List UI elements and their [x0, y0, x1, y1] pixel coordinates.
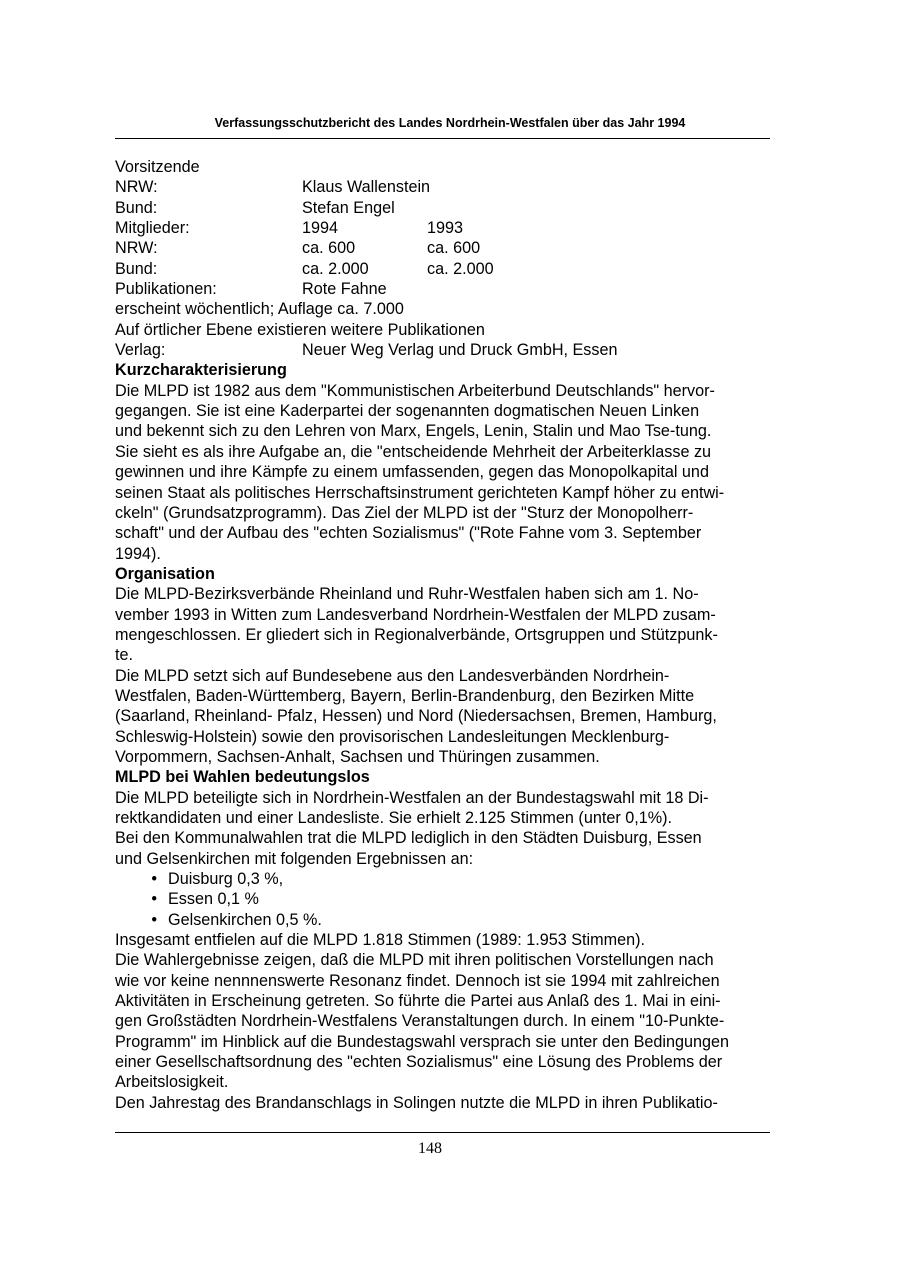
page-body — [115, 157, 785, 1113]
list-item-essen — [115, 889, 785, 909]
fact-value: Stefan Engel — [302, 198, 395, 217]
bullet-icon: • — [151, 890, 157, 909]
paragraph-organisation — [115, 584, 785, 767]
text-line: Die Wahlergebnisse zeigen, daß die MLPD mit ihren politischen Vorstellungen nach — [115, 951, 714, 970]
fact-label: Verlag: — [115, 341, 166, 360]
text-line: und bekennt sich zu den Lehren von Marx, Engels, Lenin, Stalin und Mao Tse-tung. — [115, 422, 712, 441]
list-item-text: Gelsenkirchen 0,5 %. — [168, 910, 322, 929]
fact-row-chair-bund — [115, 198, 785, 218]
paragraph-wahlen — [115, 788, 785, 1114]
text-line: Arbeitslosigkeit. — [115, 1073, 229, 1092]
text-line: gewinnen und ihre Kämpfe zu einem umfassenden, gegen das Monopolkapital und — [115, 463, 709, 482]
page-number: 148 — [418, 1140, 442, 1157]
text-line: seinen Staat als politisches Herrschaftsinstrument gerichteten Kampf höher zu entwi- — [115, 483, 725, 502]
fact-label: Mitglieder: — [115, 219, 190, 238]
text-line: gen Großstädten Nordrhein-Westfalens Veranstaltungen durch. In einem "10-Punkte- — [115, 1012, 725, 1031]
text-line: einer Gesellschaftsordnung des "echten Sozialismus" eine Lösung des Problems der — [115, 1053, 723, 1072]
text-line: vember 1993 in Witten zum Landesverband Nordrhein-Westfalen der MLPD zusam- — [115, 605, 716, 624]
text-line: Aktivitäten in Erscheinung getreten. So führte die Partei aus Anlaß des 1. Mai in eini- — [115, 992, 721, 1011]
fact-label: Publikationen: — [115, 280, 217, 299]
fact-label: Bund: — [115, 198, 158, 217]
list-item-gelsenkirchen — [115, 910, 785, 930]
fact-label: NRW: — [115, 178, 158, 197]
publication-frequency: erscheint wöchentlich; Auflage ca. 7.000 — [115, 300, 404, 319]
fact-value-year-2: ca. 600 — [427, 239, 481, 258]
fact-value: Neuer Weg Verlag und Druck GmbH, Essen — [302, 341, 618, 360]
list-item-text: Essen 0,1 % — [168, 890, 259, 909]
text-line: Die MLPD ist 1982 aus dem "Kommunistischen Arbeiterbund Deutschlands" hervor- — [115, 381, 715, 400]
bullet-icon: • — [151, 870, 157, 889]
running-header: Verfassungsschutzbericht des Landes Nordrhein-Westfalen über das Jahr 1994 — [214, 116, 686, 130]
publication-local-note: Auf örtlicher Ebene existieren weitere Publikationen — [115, 320, 485, 339]
list-item-text: Duisburg 0,3 %, — [168, 870, 284, 889]
text-line: Westfalen, Baden-Württemberg, Bayern, Berlin-Brandenburg, den Bezirken Mitte — [115, 686, 695, 705]
fact-row-publications — [115, 279, 785, 299]
text-line: Die MLPD-Bezirksverbände Rheinland und Ruhr-Westfalen haben sich am 1. No- — [115, 585, 699, 604]
text-line: und Gelsenkirchen mit folgenden Ergebnissen an: — [115, 849, 474, 868]
text-line: gegangen. Sie ist eine Kaderpartei der sogenannten dogmatischen Neuen Linken — [115, 402, 700, 421]
section-heading-kurzcharakterisierung: Kurzcharakterisierung — [115, 361, 287, 380]
section-heading-organisation: Organisation — [115, 564, 215, 583]
text-line: te. — [115, 646, 133, 665]
list-item-duisburg — [115, 869, 785, 889]
text-line: Sie sieht es als ihre Aufgabe an, die "entscheidende Mehrheit der Arbeiterklasse zu — [115, 442, 712, 461]
fact-value: Rote Fahne — [302, 280, 387, 299]
footer-rule — [115, 1132, 770, 1133]
fact-value: Klaus Wallenstein — [302, 178, 431, 197]
fact-label: NRW: — [115, 239, 158, 258]
text-line: Vorpommern, Sachsen-Anhalt, Sachsen und Thüringen zusammen. — [115, 747, 600, 766]
text-line: Schleswig-Holstein) sowie den provisorischen Landesleitungen Mecklenburg- — [115, 727, 670, 746]
vorsitzende-label: Vorsitzende — [115, 158, 200, 176]
fact-label: Bund: — [115, 259, 158, 278]
fact-row-verlag — [115, 340, 785, 360]
fact-value-year-1: ca. 600 — [302, 239, 356, 258]
text-line: Programm" im Hinblick auf die Bundestagswahl versprach sie unter den Bedingungen — [115, 1032, 730, 1051]
text-line: rektkandidaten und einer Landesliste. Sie erhielt 2.125 Stimmen (unter 0,1%). — [115, 809, 672, 827]
fact-row-members-header — [115, 218, 785, 238]
paragraph-kurzcharakterisierung — [115, 381, 785, 564]
fact-value-year-1: 1994 — [302, 219, 339, 238]
text-line: ckeln" (Grundsatzprogramm). Das Ziel der MLPD ist der "Sturz der Monopolherr- — [115, 503, 694, 522]
text-line: schaft" und der Aufbau des "echten Sozialismus" ("Rote Fahne vom 3. September — [115, 524, 702, 543]
section-heading-wahlen: MLPD bei Wahlen bedeutungslos — [115, 768, 370, 787]
text-line: Den Jahrestag des Brandanschlags in Solingen nutzte die MLPD in ihren Publikatio- — [115, 1093, 718, 1112]
header-rule — [115, 138, 770, 139]
text-line: Bei den Kommunalwahlen trat die MLPD lediglich in den Städten Duisburg, Essen — [115, 829, 702, 848]
fact-row-members-nrw — [115, 238, 785, 258]
text-line: Die MLPD setzt sich auf Bundesebene aus den Landesverbänden Nordrhein- — [115, 666, 670, 685]
fact-value-year-1: ca. 2.000 — [302, 259, 369, 278]
fact-value-year-2: ca. 2.000 — [427, 259, 494, 278]
fact-value-year-2: 1993 — [427, 219, 464, 238]
text-line: 1994). — [115, 544, 161, 563]
text-line: mengeschlossen. Er gliedert sich in Regionalverbände, Ortsgruppen und Stützpunk- — [115, 625, 718, 644]
bullet-icon: • — [151, 910, 157, 929]
fact-row-members-bund — [115, 259, 785, 279]
fact-row-chair-nrw — [115, 177, 785, 197]
text-line: Insgesamt entfielen auf die MLPD 1.818 Stimmen (1989: 1.953 Stimmen). — [115, 931, 645, 950]
text-line: Die MLPD beteiligte sich in Nordrhein-Westfalen an der Bundestagswahl mit 18 Di- — [115, 788, 709, 807]
text-line: wie vor keine nennnenswerte Resonanz findet. Dennoch ist sie 1994 mit zahlreichen — [115, 971, 720, 990]
text-line: (Saarland, Rheinland- Pfalz, Hessen) und Nord (Niedersachsen, Bremen, Hamburg, — [115, 707, 717, 726]
